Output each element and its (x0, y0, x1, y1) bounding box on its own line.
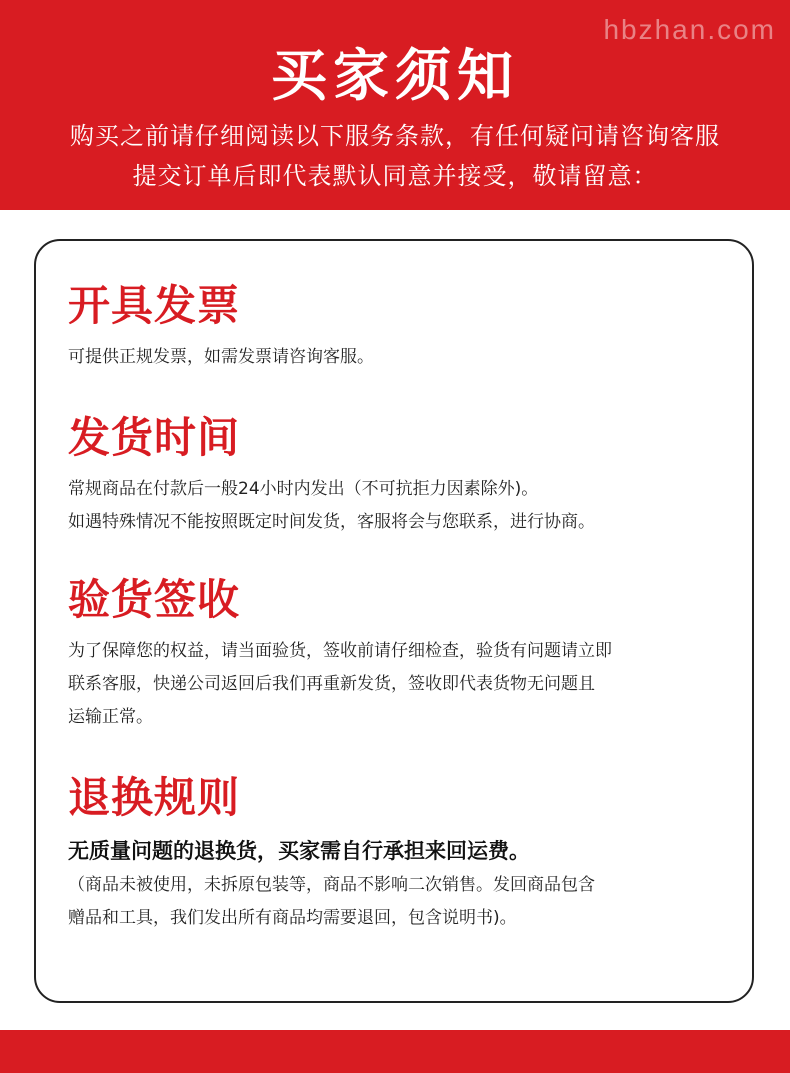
section-highlight: 无质量问题的退换货，买家需自行承担来回运费。 (68, 839, 530, 863)
watermark: hbzhan.com (603, 14, 776, 45)
section-title: 验货签收 (68, 575, 241, 624)
section-text: 赠品和工具，我们发出所有商品均需要退回，包含说明书)。 (68, 908, 517, 928)
section-shipping-time (68, 413, 748, 539)
section-inspection (68, 575, 748, 734)
section-text: 运输正常。 (68, 707, 153, 727)
subtitle-line-2: 提交订单后即代表默认同意并接受，敬请留意： (132, 162, 658, 190)
header-banner (0, 0, 790, 210)
section-invoice (68, 281, 748, 374)
terms-card (34, 239, 754, 1003)
section-title: 开具发票 (68, 281, 241, 330)
section-title: 退换规则 (68, 773, 241, 822)
section-text: 为了保障您的权益，请当面验货，签收前请仔细检查，验货有问题请立即 (68, 641, 612, 661)
footer-bar (0, 1030, 790, 1073)
section-text: 如遇特殊情况不能按照既定时间发货，客服将会与您联系，进行协商。 (68, 512, 595, 532)
section-return-policy (68, 773, 748, 935)
section-title: 发货时间 (68, 413, 241, 462)
section-text: （商品未被使用，未拆原包装等，商品不影响二次销售。发回商品包含 (68, 875, 595, 895)
section-text: 可提供正规发票，如需发票请咨询客服。 (68, 347, 374, 367)
page-title: 买家须知 (271, 44, 519, 109)
section-text: 联系客服，快递公司返回后我们再重新发货，签收即代表货物无问题且 (68, 674, 595, 694)
section-text: 常规商品在付款后一般24小时内发出（不可抗拒力因素除外)。 (68, 479, 539, 499)
subtitle-line-1: 购买之前请仔细阅读以下服务条款，有任何疑问请咨询客服 (70, 122, 720, 150)
